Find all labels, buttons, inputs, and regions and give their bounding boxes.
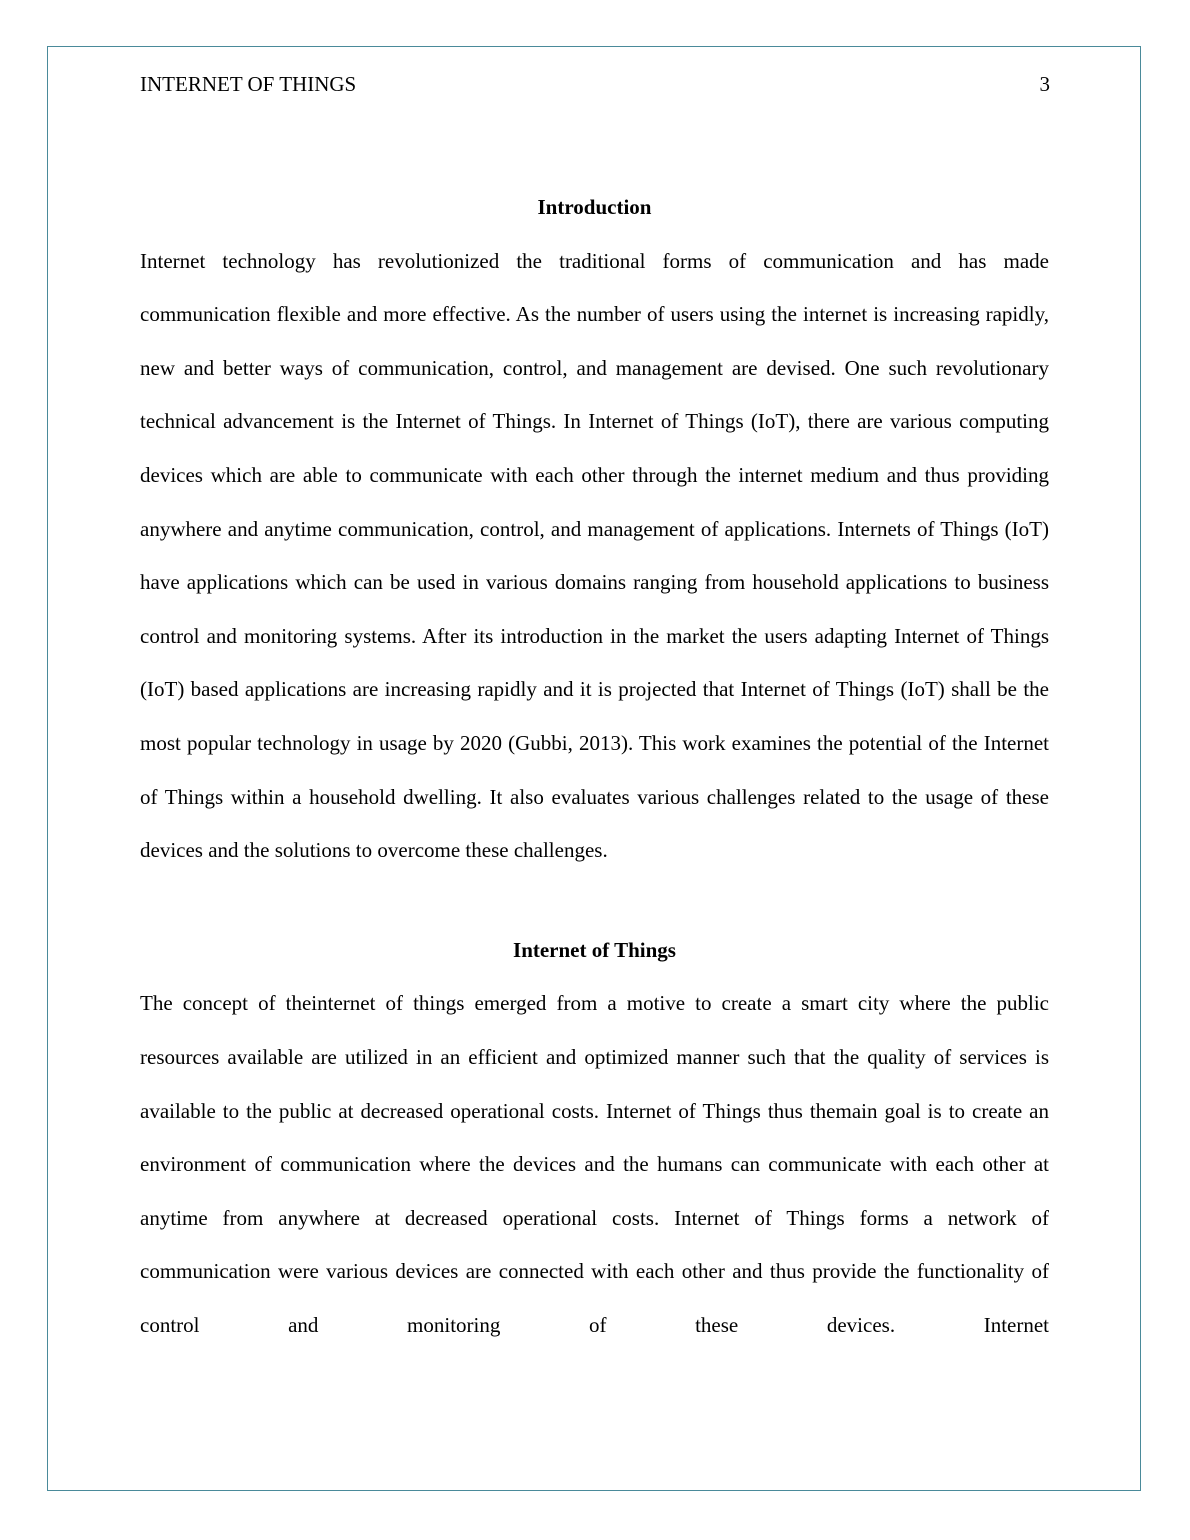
running-head-title: INTERNET OF THINGS [140, 72, 357, 96]
section-paragraph-internet-of-things: The concept of theinternet of things emerged from a motive to create a smart city where the public resources available are utilized in an efficient and optimized manner such that the quality of services is available to the public at decreased operational costs. Internet of Things thus themain goal is to create an environment of communication where the devices and the humans can communicate with each other at anytime from anywhere at decreased operational costs. Internet of Things forms a network of communication were various devices are connected with each other and thus provide the functionality of control and monitoring of these devices. Internet [140, 991, 1049, 1337]
section-heading-internet-of-things: Internet of Things [513, 937, 676, 962]
document-body [140, 181, 1049, 1352]
page-number: 3 [1039, 72, 1050, 96]
running-head [140, 70, 1050, 98]
section-heading-introduction: Introduction [537, 195, 652, 219]
section-paragraph-introduction: Internet technology has revolutionized the traditional forms of communication and has made communication flexible and more effective. As the number of users using the internet is increasing rapidly, new and better ways of communication, control, and management are devised. One such revolutionary technical advancement is the Internet of Things. In Internet of Things (IoT), there are various computing devices which are able to communicate with each other through the internet medium and thus providing anywhere and anytime communication, control, and management of applications. Internets of Things (IoT) have applications which can be used in various domains ranging from household applications to business control and monitoring systems. After its introduction in the market the users adapting Internet of Things (IoT) based applications are increasing rapidly and it is projected that Internet of Things (IoT) shall be the most popular technology in usage by 2020 (Gubbi, 2013). This work examines the potential of the Internet of Things within a household dwelling. It also evaluates various challenges related to the usage of these devices and the solutions to overcome these challenges. [140, 248, 1049, 863]
section-spacer [140, 878, 1049, 924]
